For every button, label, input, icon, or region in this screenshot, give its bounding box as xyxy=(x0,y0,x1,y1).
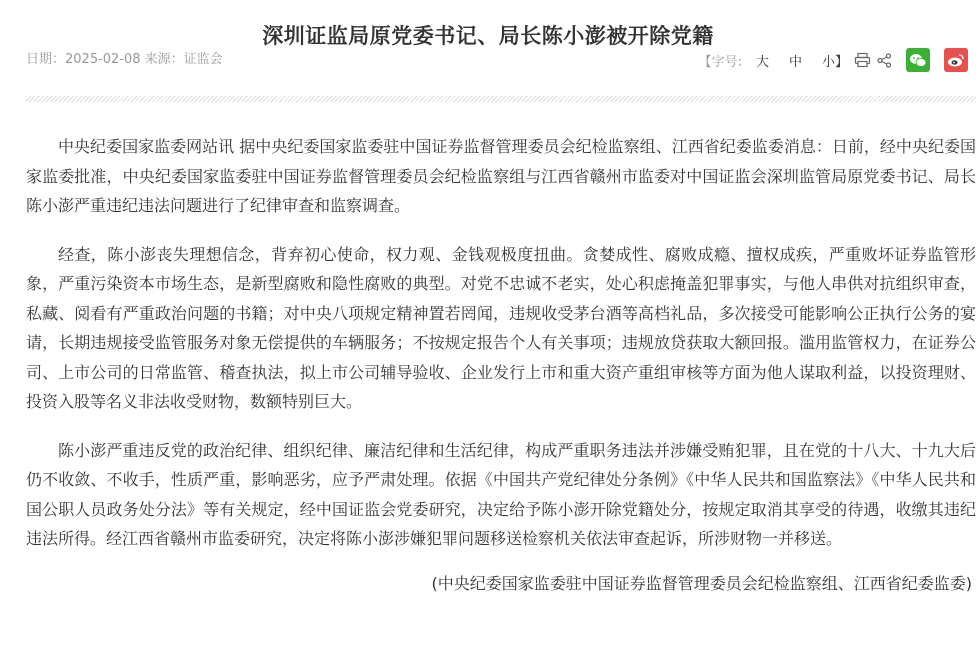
article-body xyxy=(26,132,976,617)
article-meta: 日期：2025-02-08 来源：证监会 xyxy=(26,52,223,67)
font-size-medium-button[interactable]: 中 xyxy=(788,54,802,70)
meta-divider xyxy=(26,96,976,102)
article-paragraph: 陈小澎严重违反党的政治纪律、组织纪律、廉洁纪律和生活纪律，构成严重职务违法并涉嫌受贿犯罪，且在党的十八大、十九大后仍不收敛、不收手，性质严重，影响恶劣，应予严肃处理。依据《中国共产党纪律处分条例》《中华人民共和国监察法》《中华人民共和国公职人员政务处分法》等有关规定，经中国证监会党委研究，决定给予陈小澎开除党籍处分，按规定取消其享受的待遇，收缴其违纪违法所得。经江西省赣州市监委研究，决定将陈小澎涉嫌犯罪问题移送检察机关依法审查起诉，所涉财物一并移送。 xyxy=(26,440,976,548)
weibo-icon[interactable] xyxy=(944,48,968,72)
share-icon[interactable] xyxy=(877,53,892,68)
article-paragraph: 经查，陈小澎丧失理想信念，背弃初心使命，权力观、金钱观极度扭曲。贪婪成性、腐败成瘾、擅权成疾，严重败坏证券监管形象，严重污染资本市场生态，是新型腐败和隐性腐败的典型。对党不忠诚不老实，处心积虑掩盖犯罪事实，与他人串供对抗组织审查，私藏、阅看有严重政治问题的书籍；对中央八项规定精神置若罔闻，违规收受茅台酒等高档礼品，多次接受可能影响公正执行公务的宴请，长期违规接受监管服务对象无偿提供的车辆服务；不按规定报告个人有关事项；违规放贷获取大额回报。滥用监管权力，在证券公司、上市公司的日常监管、稽查执法，拟上市公司辅导验收、企业发行上市和重大资产重组审核等方面为他人谋取利益，以投资理财、投资入股等名义非法收受财物，数额特别巨大。 xyxy=(26,244,976,411)
font-size-label: 【字号: xyxy=(698,54,742,70)
font-size-small-button[interactable]: 小】 xyxy=(821,54,848,70)
print-icon[interactable] xyxy=(854,52,871,68)
page-title: 深圳证监局原党委书记、局长陈小澎被开除党籍 xyxy=(262,24,714,48)
font-size-large-button[interactable]: 大 xyxy=(755,54,769,70)
wechat-icon[interactable] xyxy=(906,48,930,72)
source-note: (中央纪委国家监委驻中国证券监督管理委员会纪检监察组、江西省纪委监委) xyxy=(431,573,972,593)
article-toolbar xyxy=(699,45,976,75)
article-paragraph: 中央纪委国家监委网站讯 据中央纪委国家监委驻中国证券监督管理委员会纪检监察组、江西省纪委监委消息：日前，经中央纪委国家监委批准，中央纪委国家监委驻中国证券监督管理委员会纪检监察组与江西省赣州市监委对中国证监会深圳监管局原党委书记、局长陈小澎严重违纪违法问题进行了纪律审查和监察调查。 xyxy=(26,137,976,215)
